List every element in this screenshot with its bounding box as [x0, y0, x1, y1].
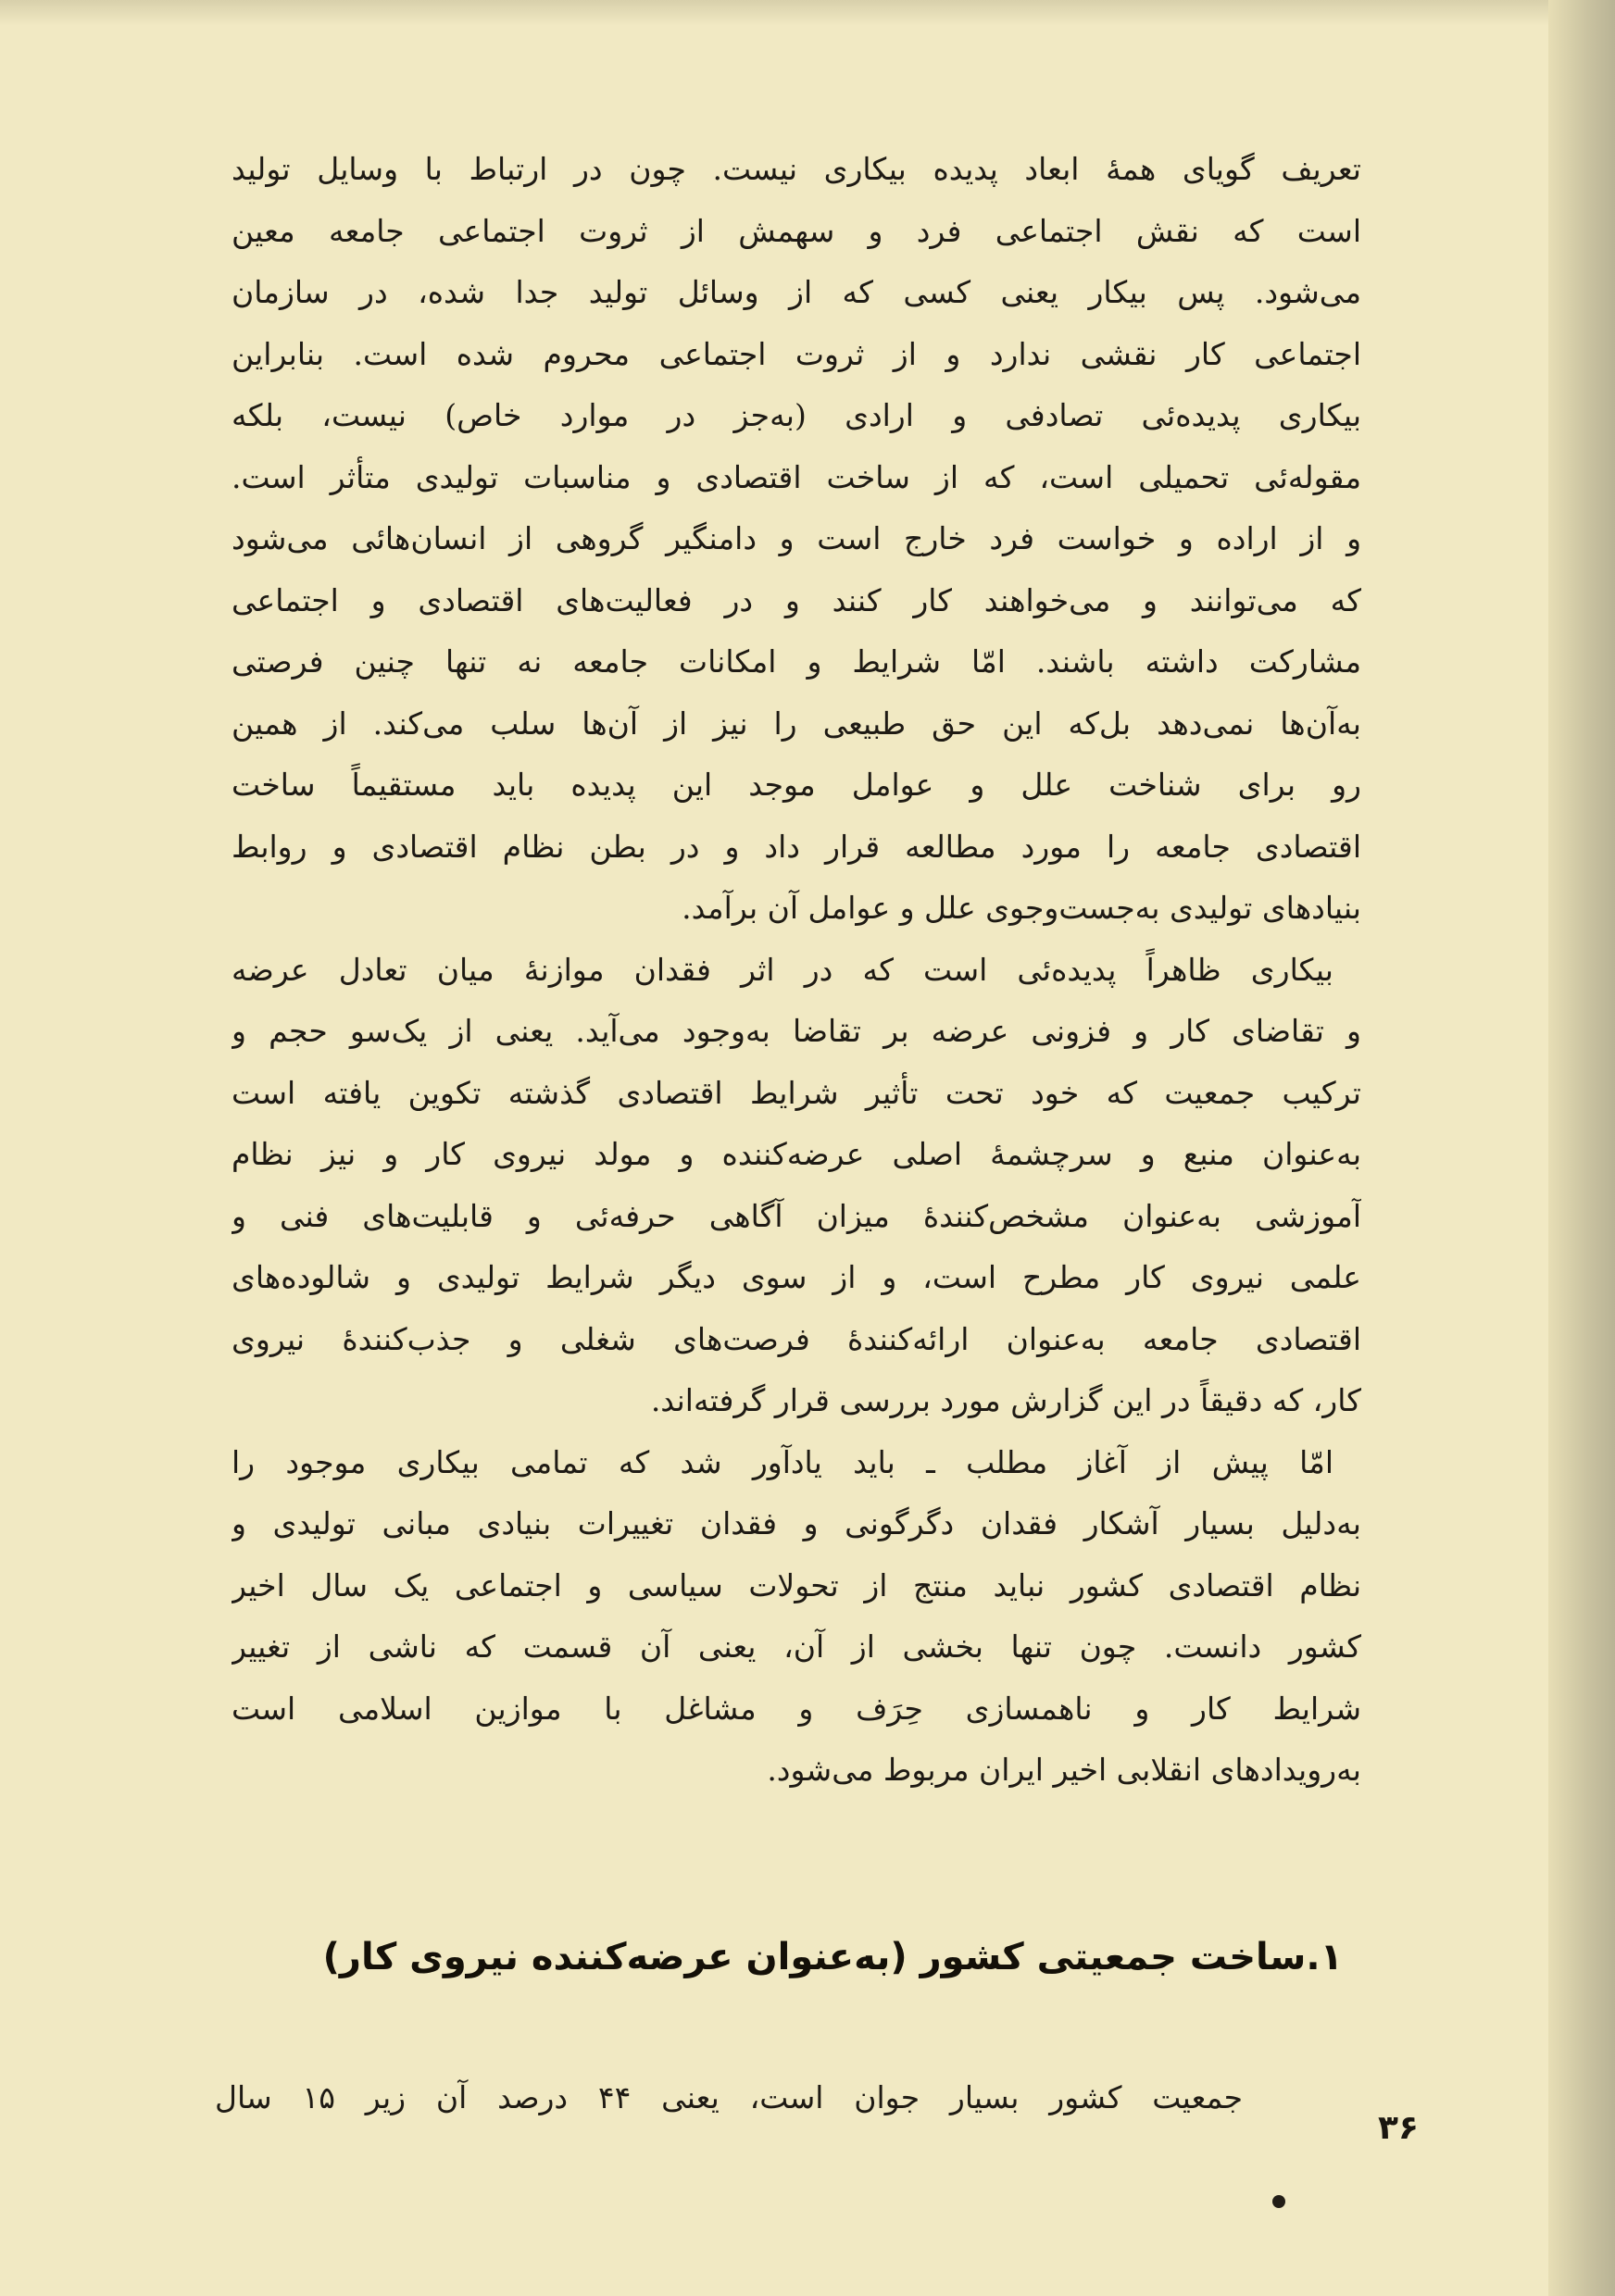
text-line: به‌عنوان منبع و سرچشمهٔ اصلی عرضه‌کننده و مولد نیروی کار و نیز نظام: [232, 1136, 1361, 1172]
text-line: بیکاری ظاهراً پدیده‌ئی است که در اثر فقدان موازنهٔ میان تعادل عرضه: [232, 951, 1333, 988]
page-top-shadow: [0, 0, 1615, 26]
text-line: ترکیب جمعیت که خود تحت تأثیر شرایط اقتصادی گذشته تکوین یافته است: [232, 1074, 1361, 1111]
text-line: علمی نیروی کار مطرح است، و از سوی دیگر شرایط تولیدی و شالوده‌های: [232, 1259, 1361, 1295]
text-line: و از اراده و خواست فرد خارج است و دامنگیر گروهی از انسان‌هائی می‌شود: [232, 520, 1361, 556]
text-line: تعریف گویای همهٔ ابعاد پدیده بیکاری نیست. چون در ارتباط با وسایل تولید: [232, 151, 1361, 187]
text-line: کار، که دقیقاً در این گزارش مورد بررسی قرار گرفته‌اند.: [650, 1382, 1361, 1418]
text-line: به‌دلیل بسیار آشکار فقدان دگرگونی و فقدان تغییرات بنیادی مبانی تولیدی و: [232, 1505, 1361, 1541]
section-heading: ۱.ساخت جمعیتی کشور (به‌عنوان عرضه‌کننده نیروی کار): [322, 1936, 1343, 1978]
text-line: بنیادهای تولیدی به‌جست‌وجوی علل و عوامل آن برآمد.: [682, 890, 1361, 926]
text-line: به‌آن‌ها نمی‌دهد بل‌که این حق طبیعی را نیز از آن‌ها سلب می‌کند. از همین: [232, 705, 1361, 742]
page-right-edge: [1548, 0, 1615, 2296]
text-line: که می‌توانند و می‌خواهند کار کنند و در فعالیت‌های اقتصادی و اجتماعی: [232, 581, 1361, 618]
text-line: اقتصادی جامعه به‌عنوان ارائه‌کنندهٔ فرصت‌های شغلی و جذب‌کنندهٔ نیروی: [232, 1320, 1361, 1357]
text-line: به‌رویدادهای انقلابی اخیر ایران مربوط می‌شود.: [767, 1752, 1361, 1788]
text-line: و تقاضای کار و فزونی عرضه بر تقاضا به‌وجود می‌آید. یعنی از یک‌سو حجم و: [232, 1013, 1361, 1049]
text-line: مشارکت داشته باشند. امّا شرایط و امکانات جامعه نه تنها چنین فرصتی: [232, 643, 1361, 680]
text-line: جمعیت کشور بسیار جوان است، یعنی ۴۴ درصد آن زیر ۱۵ سال: [215, 2079, 1244, 2115]
text-line: نظام اقتصادی کشور نباید منتج از تحولات سیاسی و اجتماعی یک سال اخیر: [232, 1566, 1361, 1603]
text-line: بیکاری پدیده‌ئی تصادفی و ارادی (به‌جز در موارد خاص) نیست، بلکه: [232, 397, 1361, 433]
text-line: رو برای شناخت علل و عوامل موجد این پدیده باید مستقیماً ساخت: [232, 767, 1361, 803]
text-line: شرایط کار و ناهمسازی حِرَف و مشاغل با موازین اسلامی است: [232, 1690, 1361, 1727]
text-line: است که نقش اجتماعی فرد و سهمش از ثروت اجتماعی جامعه معین: [232, 212, 1361, 249]
text-line: آموزشی به‌عنوان مشخص‌کنندهٔ میزان آگاهی حرفه‌ئی و قابلیت‌های فنی و: [232, 1197, 1361, 1234]
text-line: مقوله‌ئی تحمیلی است، که از ساخت اقتصادی و مناسبات تولیدی متأثر است.: [232, 458, 1361, 495]
text-line: می‌شود. پس بیکار یعنی کسی که از وسائل تولید جدا شده، در سازمان: [232, 274, 1361, 310]
body-text: [232, 139, 1361, 1802]
text-line: اقتصادی جامعه را مورد مطالعه قرار داد و در بطن نظام اقتصادی و روابط: [232, 828, 1361, 865]
text-line: اجتماعی کار نقشی ندارد و از ثروت اجتماعی محروم شده است. بنابراین: [232, 335, 1361, 372]
text-line: کشور دانست. چون تنها بخشی از آن، یعنی آن قسمت که ناشی از تغییر: [232, 1628, 1361, 1665]
page-number: ۳۶: [1378, 2109, 1419, 2147]
text-line: امّا پیش از آغاز مطلب ـ باید یادآور شد که تمامی بیکاری موجود را: [232, 1443, 1333, 1480]
ink-spot: [1272, 2195, 1285, 2208]
